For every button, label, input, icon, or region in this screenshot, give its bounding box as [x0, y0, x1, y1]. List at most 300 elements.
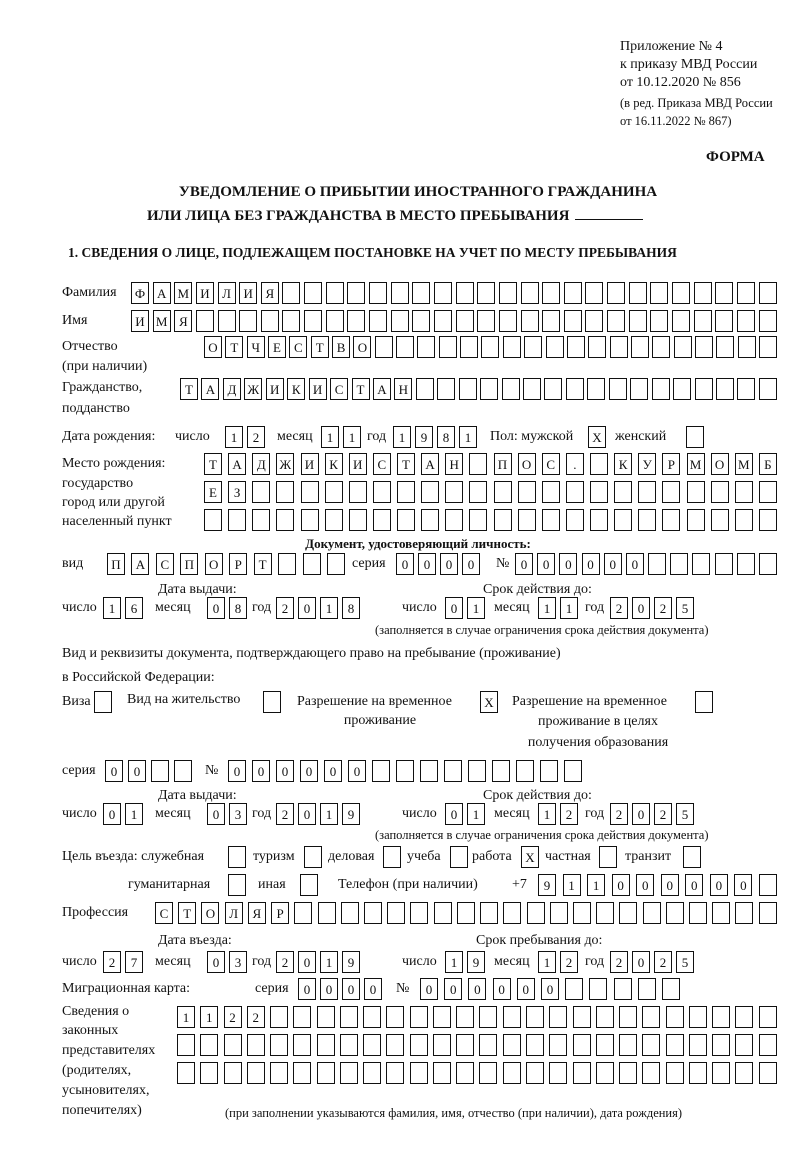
char-box[interactable]: 0: [445, 803, 463, 825]
char-box[interactable]: 1: [563, 874, 581, 896]
char-box[interactable]: 9: [415, 426, 433, 448]
char-box[interactable]: [434, 310, 452, 332]
char-box[interactable]: 0: [632, 597, 650, 619]
char-box[interactable]: 0: [420, 978, 438, 1000]
char-box[interactable]: [177, 1062, 195, 1084]
char-box[interactable]: Т: [178, 902, 196, 924]
migration-series-field[interactable]: [298, 978, 382, 1000]
char-box[interactable]: 7: [125, 951, 143, 973]
char-box[interactable]: 6: [125, 597, 143, 619]
char-box[interactable]: [527, 902, 545, 924]
char-box[interactable]: [540, 760, 558, 782]
char-box[interactable]: [596, 1062, 614, 1084]
birthplace-field-row2[interactable]: [204, 481, 777, 503]
char-box[interactable]: [549, 1006, 567, 1028]
char-box[interactable]: [573, 902, 591, 924]
id-valid-year-field[interactable]: [610, 597, 694, 619]
char-box[interactable]: [364, 902, 382, 924]
char-box[interactable]: 0: [207, 951, 225, 973]
char-box[interactable]: 0: [462, 553, 480, 575]
char-box[interactable]: [434, 282, 452, 304]
char-box[interactable]: 0: [324, 760, 342, 782]
right-valid-year-field[interactable]: [610, 803, 694, 825]
char-box[interactable]: [174, 760, 192, 782]
char-box[interactable]: [673, 378, 691, 400]
char-box[interactable]: Д: [223, 378, 241, 400]
char-box[interactable]: [549, 1062, 567, 1084]
sex-male-checkbox[interactable]: [588, 426, 606, 448]
char-box[interactable]: [494, 509, 512, 531]
patronymic-field[interactable]: [204, 336, 777, 358]
char-box[interactable]: [469, 509, 487, 531]
char-box[interactable]: [526, 1062, 544, 1084]
char-box[interactable]: Т: [225, 336, 243, 358]
char-box[interactable]: 2: [654, 951, 672, 973]
char-box[interactable]: [479, 1062, 497, 1084]
char-box[interactable]: [759, 553, 777, 575]
char-box[interactable]: [224, 1034, 242, 1056]
char-box[interactable]: Т: [254, 553, 272, 575]
char-box[interactable]: [711, 509, 729, 531]
char-box[interactable]: Н: [394, 378, 412, 400]
char-box[interactable]: [228, 846, 246, 868]
char-box[interactable]: [224, 1062, 242, 1084]
char-box[interactable]: [712, 1034, 730, 1056]
birth-year-field[interactable]: [393, 426, 477, 448]
char-box[interactable]: [468, 760, 486, 782]
char-box[interactable]: [737, 282, 755, 304]
purpose-service-checkbox[interactable]: [228, 846, 246, 868]
char-box[interactable]: Р: [229, 553, 247, 575]
char-box[interactable]: [689, 1034, 707, 1056]
char-box[interactable]: 0: [444, 978, 462, 1000]
char-box[interactable]: [502, 378, 520, 400]
char-box[interactable]: [421, 509, 439, 531]
char-box[interactable]: [759, 282, 777, 304]
char-box[interactable]: 2: [610, 803, 628, 825]
char-box[interactable]: [759, 1006, 777, 1028]
char-box[interactable]: [566, 378, 584, 400]
char-box[interactable]: [479, 1034, 497, 1056]
char-box[interactable]: [372, 760, 390, 782]
char-box[interactable]: [276, 509, 294, 531]
char-box[interactable]: 1: [459, 426, 477, 448]
char-box[interactable]: [629, 310, 647, 332]
char-box[interactable]: [759, 310, 777, 332]
residence-checkbox[interactable]: [263, 691, 281, 713]
char-box[interactable]: [340, 1006, 358, 1028]
char-box[interactable]: [735, 1006, 753, 1028]
char-box[interactable]: [410, 1006, 428, 1028]
char-box[interactable]: [94, 691, 112, 713]
char-box[interactable]: 9: [538, 874, 556, 896]
char-box[interactable]: [479, 1006, 497, 1028]
char-box[interactable]: [410, 1034, 428, 1056]
char-box[interactable]: [619, 1062, 637, 1084]
char-box[interactable]: У: [638, 453, 656, 475]
char-box[interactable]: А: [373, 378, 391, 400]
char-box[interactable]: [662, 978, 680, 1000]
char-box[interactable]: П: [180, 553, 198, 575]
char-box[interactable]: С: [373, 453, 391, 475]
purpose-business-checkbox[interactable]: [383, 846, 401, 868]
char-box[interactable]: [546, 336, 564, 358]
char-box[interactable]: [566, 481, 584, 503]
birth-day-field[interactable]: [225, 426, 265, 448]
char-box[interactable]: И: [196, 282, 214, 304]
char-box[interactable]: [252, 481, 270, 503]
birthplace-field-row1[interactable]: [204, 453, 777, 475]
char-box[interactable]: [433, 1006, 451, 1028]
char-box[interactable]: [564, 282, 582, 304]
purpose-tourism-checkbox[interactable]: [304, 846, 322, 868]
char-box[interactable]: [518, 481, 536, 503]
sex-female-checkbox[interactable]: [686, 426, 704, 448]
char-box[interactable]: Ж: [276, 453, 294, 475]
char-box[interactable]: [716, 378, 734, 400]
char-box[interactable]: О: [205, 553, 223, 575]
char-box[interactable]: [687, 509, 705, 531]
char-box[interactable]: 0: [604, 553, 622, 575]
char-box[interactable]: [480, 378, 498, 400]
char-box[interactable]: И: [349, 453, 367, 475]
char-box[interactable]: 0: [626, 553, 644, 575]
char-box[interactable]: [347, 310, 365, 332]
char-box[interactable]: [666, 1006, 684, 1028]
char-box[interactable]: 2: [276, 597, 294, 619]
char-box[interactable]: 0: [612, 874, 630, 896]
char-box[interactable]: [200, 1062, 218, 1084]
char-box[interactable]: [735, 1034, 753, 1056]
char-box[interactable]: 0: [207, 803, 225, 825]
char-box[interactable]: [325, 481, 343, 503]
char-box[interactable]: [596, 1006, 614, 1028]
char-box[interactable]: [391, 282, 409, 304]
char-box[interactable]: 8: [342, 597, 360, 619]
char-box[interactable]: [410, 902, 428, 924]
char-box[interactable]: [363, 1006, 381, 1028]
char-box[interactable]: [607, 282, 625, 304]
char-box[interactable]: 0: [276, 760, 294, 782]
char-box[interactable]: 1: [200, 1006, 218, 1028]
id-kind-field[interactable]: [107, 553, 345, 575]
char-box[interactable]: И: [239, 282, 257, 304]
char-box[interactable]: [412, 282, 430, 304]
char-box[interactable]: [619, 902, 637, 924]
char-box[interactable]: 1: [320, 597, 338, 619]
migration-number-field[interactable]: [420, 978, 680, 1000]
char-box[interactable]: [672, 310, 690, 332]
char-box[interactable]: [369, 282, 387, 304]
char-box[interactable]: [643, 902, 661, 924]
right-series-field[interactable]: [105, 760, 192, 782]
char-box[interactable]: 1: [393, 426, 411, 448]
char-box[interactable]: [712, 1062, 730, 1084]
char-box[interactable]: [456, 1034, 474, 1056]
id-number-field[interactable]: [515, 553, 777, 575]
char-box[interactable]: [609, 378, 627, 400]
char-box[interactable]: 1: [320, 951, 338, 973]
char-box[interactable]: [304, 846, 322, 868]
char-box[interactable]: [607, 310, 625, 332]
char-box[interactable]: [276, 481, 294, 503]
char-box[interactable]: А: [131, 553, 149, 575]
char-box[interactable]: 2: [103, 951, 121, 973]
char-box[interactable]: И: [309, 378, 327, 400]
char-box[interactable]: 1: [445, 951, 463, 973]
char-box[interactable]: 0: [298, 803, 316, 825]
char-box[interactable]: 0: [582, 553, 600, 575]
char-box[interactable]: 0: [515, 553, 533, 575]
char-box[interactable]: [499, 310, 517, 332]
char-box[interactable]: 8: [437, 426, 455, 448]
right-valid-day-field[interactable]: [445, 803, 485, 825]
char-box[interactable]: [614, 509, 632, 531]
char-box[interactable]: [662, 481, 680, 503]
char-box[interactable]: [735, 481, 753, 503]
visa-checkbox[interactable]: [94, 691, 112, 713]
char-box[interactable]: 1: [321, 426, 339, 448]
char-box[interactable]: [666, 902, 684, 924]
char-box[interactable]: 0: [342, 978, 360, 1000]
id-issue-month-field[interactable]: [207, 597, 247, 619]
char-box[interactable]: К: [287, 378, 305, 400]
char-box[interactable]: 2: [560, 951, 578, 973]
char-box[interactable]: [363, 1034, 381, 1056]
char-box[interactable]: [317, 1062, 335, 1084]
char-box[interactable]: [759, 902, 777, 924]
char-box[interactable]: 1: [225, 426, 243, 448]
char-box[interactable]: [456, 1006, 474, 1028]
char-box[interactable]: [564, 310, 582, 332]
char-box[interactable]: [759, 1062, 777, 1084]
char-box[interactable]: [387, 902, 405, 924]
citizenship-field[interactable]: [180, 378, 777, 400]
char-box[interactable]: [542, 509, 560, 531]
char-box[interactable]: X: [480, 691, 498, 713]
char-box[interactable]: [303, 553, 321, 575]
char-box[interactable]: [695, 378, 713, 400]
char-box[interactable]: 0: [537, 553, 555, 575]
char-box[interactable]: Е: [204, 481, 222, 503]
char-box[interactable]: [396, 760, 414, 782]
char-box[interactable]: 0: [128, 760, 146, 782]
char-box[interactable]: [503, 1062, 521, 1084]
char-box[interactable]: 0: [632, 951, 650, 973]
char-box[interactable]: 2: [224, 1006, 242, 1028]
char-box[interactable]: [638, 978, 656, 1000]
char-box[interactable]: [759, 509, 777, 531]
char-box[interactable]: [261, 310, 279, 332]
char-box[interactable]: [293, 1062, 311, 1084]
char-box[interactable]: О: [518, 453, 536, 475]
char-box[interactable]: [662, 509, 680, 531]
char-box[interactable]: Б: [759, 453, 777, 475]
reps-field-row1[interactable]: [177, 1006, 777, 1028]
char-box[interactable]: 1: [103, 597, 121, 619]
char-box[interactable]: К: [325, 453, 343, 475]
id-series-field[interactable]: [396, 553, 480, 575]
char-box[interactable]: К: [614, 453, 632, 475]
char-box[interactable]: [247, 1062, 265, 1084]
stay-year-field[interactable]: [610, 951, 694, 973]
char-box[interactable]: [652, 336, 670, 358]
char-box[interactable]: 0: [661, 874, 679, 896]
char-box[interactable]: [589, 978, 607, 1000]
char-box[interactable]: Я: [261, 282, 279, 304]
char-box[interactable]: [151, 760, 169, 782]
char-box[interactable]: [670, 553, 688, 575]
char-box[interactable]: 1: [538, 597, 556, 619]
birthplace-field-row3[interactable]: [204, 509, 777, 531]
char-box[interactable]: [293, 1034, 311, 1056]
char-box[interactable]: [629, 282, 647, 304]
char-box[interactable]: [499, 282, 517, 304]
char-box[interactable]: [369, 310, 387, 332]
char-box[interactable]: О: [353, 336, 371, 358]
char-box[interactable]: [396, 336, 414, 358]
char-box[interactable]: М: [153, 310, 171, 332]
char-box[interactable]: [672, 282, 690, 304]
char-box[interactable]: [737, 310, 755, 332]
char-box[interactable]: [549, 1034, 567, 1056]
char-box[interactable]: [695, 691, 713, 713]
char-box[interactable]: [711, 481, 729, 503]
char-box[interactable]: [521, 310, 539, 332]
char-box[interactable]: [614, 481, 632, 503]
char-box[interactable]: [642, 1062, 660, 1084]
char-box[interactable]: [270, 1034, 288, 1056]
char-box[interactable]: Т: [204, 453, 222, 475]
char-box[interactable]: С: [155, 902, 173, 924]
char-box[interactable]: 0: [517, 978, 535, 1000]
entry-day-field[interactable]: [103, 951, 143, 973]
char-box[interactable]: [349, 509, 367, 531]
char-box[interactable]: [738, 336, 756, 358]
char-box[interactable]: 1: [343, 426, 361, 448]
char-box[interactable]: [301, 509, 319, 531]
char-box[interactable]: [420, 760, 438, 782]
phone-field[interactable]: [538, 874, 777, 896]
char-box[interactable]: [650, 282, 668, 304]
char-box[interactable]: 2: [276, 951, 294, 973]
char-box[interactable]: [282, 282, 300, 304]
char-box[interactable]: [340, 1062, 358, 1084]
id-valid-day-field[interactable]: [445, 597, 485, 619]
char-box[interactable]: [270, 1062, 288, 1084]
char-box[interactable]: [341, 902, 359, 924]
purpose-study-checkbox[interactable]: [450, 846, 468, 868]
char-box[interactable]: 0: [228, 760, 246, 782]
char-box[interactable]: [550, 902, 568, 924]
char-box[interactable]: [642, 1006, 660, 1028]
char-box[interactable]: О: [204, 336, 222, 358]
char-box[interactable]: [588, 336, 606, 358]
char-box[interactable]: М: [174, 282, 192, 304]
char-box[interactable]: С: [330, 378, 348, 400]
char-box[interactable]: [712, 902, 730, 924]
char-box[interactable]: [263, 691, 281, 713]
char-box[interactable]: [587, 378, 605, 400]
char-box[interactable]: 0: [685, 874, 703, 896]
char-box[interactable]: [503, 336, 521, 358]
char-box[interactable]: [383, 846, 401, 868]
char-box[interactable]: 0: [300, 760, 318, 782]
char-box[interactable]: 0: [418, 553, 436, 575]
char-box[interactable]: [457, 902, 475, 924]
char-box[interactable]: 2: [560, 803, 578, 825]
char-box[interactable]: [674, 336, 692, 358]
char-box[interactable]: [326, 282, 344, 304]
char-box[interactable]: [619, 1006, 637, 1028]
char-box[interactable]: [204, 509, 222, 531]
char-box[interactable]: [521, 282, 539, 304]
right-issue-year-field[interactable]: [276, 803, 360, 825]
char-box[interactable]: [516, 760, 534, 782]
char-box[interactable]: [347, 282, 365, 304]
char-box[interactable]: [735, 902, 753, 924]
purpose-transit-checkbox[interactable]: [683, 846, 701, 868]
char-box[interactable]: [397, 481, 415, 503]
char-box[interactable]: И: [131, 310, 149, 332]
char-box[interactable]: С: [289, 336, 307, 358]
char-box[interactable]: С: [156, 553, 174, 575]
char-box[interactable]: [416, 378, 434, 400]
stay-month-field[interactable]: [538, 951, 578, 973]
char-box[interactable]: [715, 553, 733, 575]
char-box[interactable]: М: [735, 453, 753, 475]
char-box[interactable]: [686, 426, 704, 448]
char-box[interactable]: [349, 481, 367, 503]
char-box[interactable]: [573, 1006, 591, 1028]
char-box[interactable]: [477, 310, 495, 332]
char-box[interactable]: 3: [229, 803, 247, 825]
char-box[interactable]: [278, 553, 296, 575]
char-box[interactable]: [460, 336, 478, 358]
char-box[interactable]: О: [711, 453, 729, 475]
char-box[interactable]: [327, 553, 345, 575]
char-box[interactable]: Н: [445, 453, 463, 475]
char-box[interactable]: X: [521, 846, 539, 868]
char-box[interactable]: 8: [229, 597, 247, 619]
char-box[interactable]: 0: [298, 597, 316, 619]
char-box[interactable]: [373, 481, 391, 503]
char-box[interactable]: А: [153, 282, 171, 304]
char-box[interactable]: [300, 874, 318, 896]
char-box[interactable]: [585, 282, 603, 304]
purpose-humanitarian-checkbox[interactable]: [228, 874, 246, 896]
char-box[interactable]: [503, 902, 521, 924]
char-box[interactable]: Ч: [247, 336, 265, 358]
entry-month-field[interactable]: [207, 951, 247, 973]
char-box[interactable]: [573, 1034, 591, 1056]
char-box[interactable]: 0: [298, 951, 316, 973]
char-box[interactable]: П: [494, 453, 512, 475]
char-box[interactable]: [469, 481, 487, 503]
char-box[interactable]: 1: [560, 597, 578, 619]
char-box[interactable]: 1: [538, 803, 556, 825]
char-box[interactable]: [326, 310, 344, 332]
edu-permit-checkbox[interactable]: [695, 691, 713, 713]
char-box[interactable]: [526, 1034, 544, 1056]
char-box[interactable]: [218, 310, 236, 332]
char-box[interactable]: 1: [587, 874, 605, 896]
char-box[interactable]: 0: [541, 978, 559, 1000]
char-box[interactable]: 2: [610, 951, 628, 973]
char-box[interactable]: 3: [229, 951, 247, 973]
char-box[interactable]: [459, 378, 477, 400]
char-box[interactable]: [689, 1062, 707, 1084]
